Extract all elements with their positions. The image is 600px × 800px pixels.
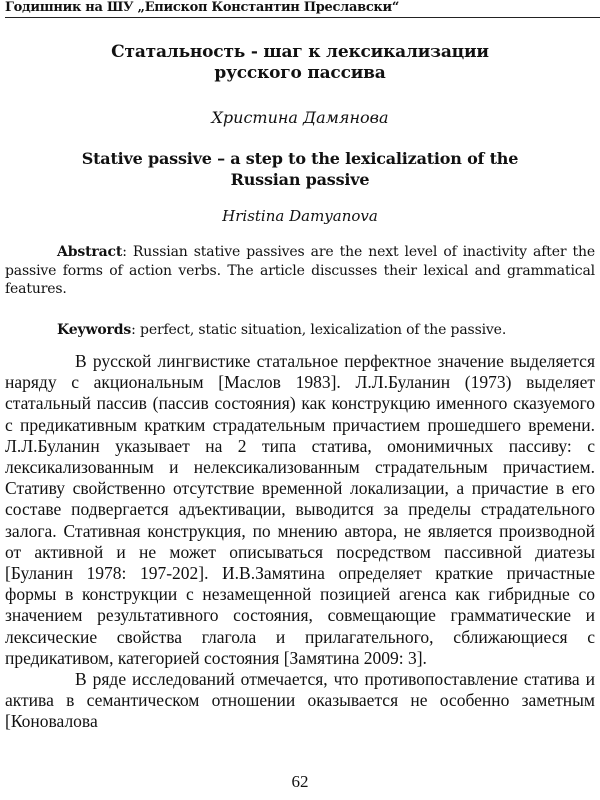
body-text (5, 351, 595, 733)
page-number: 62 (291, 772, 309, 791)
article-title-ru-line1: Статальность - шаг к лексикализации (111, 42, 489, 62)
article-title-en-line1: Stative passive – a step to the lexicalization of the (81, 149, 519, 168)
author-name-en: Hristina Damyanova (222, 207, 378, 225)
header-rule (5, 17, 600, 18)
article-title-ru (0, 42, 600, 84)
article-title-en (0, 148, 600, 190)
running-header (5, 0, 595, 20)
keywords-text: : perfect, static situation, lexicalization of the passive. (131, 322, 507, 338)
article-title-en-line2: Russian passive (230, 170, 370, 189)
article-title-ru-line2: русского пассива (214, 63, 386, 83)
keywords-block (5, 321, 595, 340)
body-paragraph-1: В русской лингвистике статальное перфектное значение выделяется наряду с акциональным [Маслов 1983]. Л.Л.Буланин (1973) выделяет статальный пассив (пассив состояния) как конструкцию именного сказуемого с предикативным кратким страдательным причастием прошедшего времени. Л.Л.Буланин указывает на 2 типа статива, омонимичных пассиву: с лексикализованным и нелексикализованным страдательным причастием. Стативу свойственно отсутствие временной локализации, а причастие в его составе подвергается адъективации, выводится за пределы страдательного залога. Стативная конструкция, по мнению автора, не является производной от активной и не может описываться посредством пассивной диатезы [Буланин 1978: 197-202]. И.В.Замятина определяет краткие причастные формы в конструкции с незамещенной позицией агенса как гибридные со значением результативного состояния, совмещающие грамматические и лексические свойства глагола и прилагательного, сближающиеся с предикативом, категорией состояния [Замятина 2009: 3]. (5, 351, 595, 668)
keywords-label: Keywords (57, 322, 132, 338)
abstract-block (5, 243, 595, 299)
author-name-ru: Христина Дамянова (211, 108, 389, 127)
abstract-label: Abstract (57, 244, 123, 260)
body-paragraph-2: В ряде исследований отмечается, что противопоставление статива и актива в семантическом отношении оказывается не особенно заметным [Коновалова (5, 669, 595, 732)
running-header-text: Годишник на ШУ „Епископ Константин Преславски“ (5, 0, 400, 15)
abstract-text: : Russian stative passives are the next level of inactivity after the passive forms of action verbs. The article discusses their lexical and grammatical features. (5, 244, 595, 297)
